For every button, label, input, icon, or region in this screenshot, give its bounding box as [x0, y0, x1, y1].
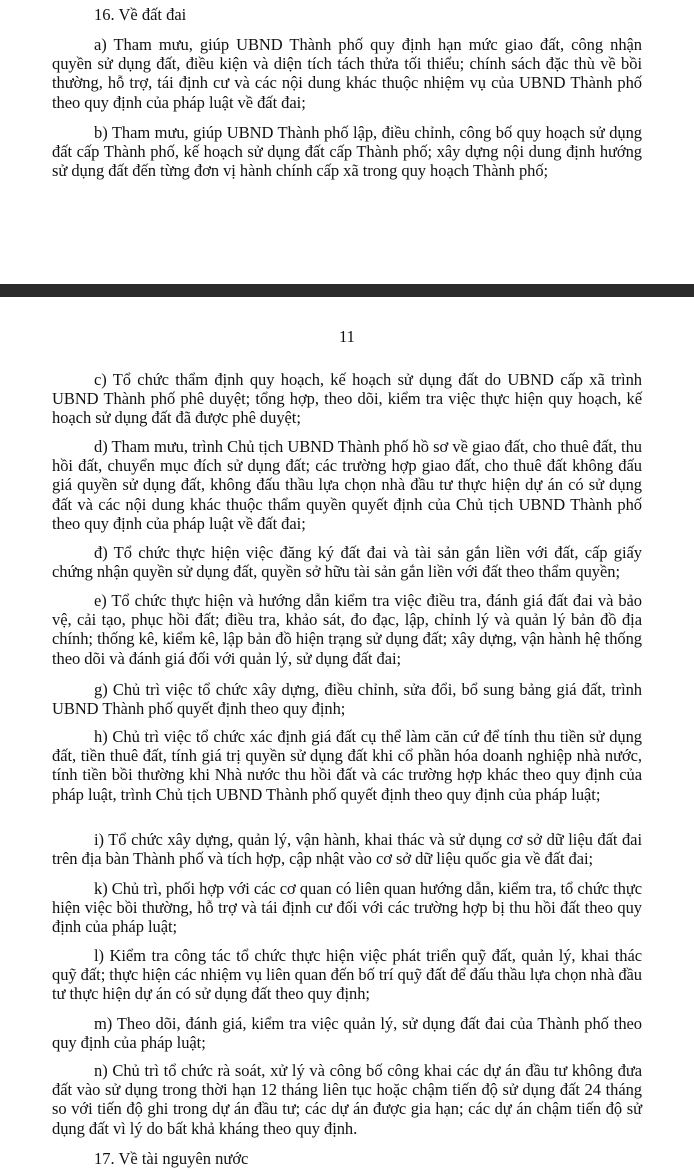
document-page-bottom — [0, 297, 694, 1174]
paragraph-16l: l) Kiểm tra công tác tổ chức thực hiện việc phát triển quỹ đất, quản lý, khai thác quỹ đất; thực hiện các nhiệm vụ liên quan đến bố trí quỹ đất để đấu thầu lựa chọn nhà đầu tư thực hiện dự án có sử dụng đất theo quy định; — [52, 946, 642, 1004]
paragraph-16g: g) Chủ trì việc tổ chức xây dựng, điều chỉnh, sửa đổi, bổ sung bảng giá đất, trình UBND Thành phố quyết định theo quy định; — [52, 680, 642, 719]
paragraph-16b: b) Tham mưu, giúp UBND Thành phố lập, điều chỉnh, công bố quy hoạch sử dụng đất cấp Thành phố, kế hoạch sử dụng đất cấp Thành phố; xây dựng nội dung định hướng sử dụng đất đến từng đơn vị hành chính cấp xã trong quy hoạch Thành phố; — [52, 123, 642, 181]
paragraph-16dd: đ) Tổ chức thực hiện việc đăng ký đất đai và tài sản gắn liền với đất, cấp giấy chứng nhận quyền sử dụng đất, quyền sở hữu tài sản gắn liền với đất theo thẩm quyền; — [52, 543, 642, 582]
paragraph-16d: d) Tham mưu, trình Chủ tịch UBND Thành phố hồ sơ về giao đất, cho thuê đất, thu hồi đất, chuyển mục đích sử dụng đất; các trường hợp giao đất, cho thuê đất không đấu giá quyền sử dụng đất, không đấu thầu lựa chọn nhà đầu tư thực hiện dự án có sử dụng đất và các nội dung khác thuộc thẩm quyền quyết định của Chủ tịch UBND Thành phố theo quy định của pháp luật về đất đai; — [52, 437, 642, 533]
paragraph-16n: n) Chủ trì tổ chức rà soát, xử lý và công bố công khai các dự án đầu tư không đưa đất vào sử dụng trong thời hạn 12 tháng liên tục hoặc chậm tiến độ sử dụng đất 24 tháng so với tiến độ ghi trong dự án đầu tư; các dự án được gia hạn; các dự án chậm tiến độ sử dụng đất vì lý do bất khả kháng theo quy định. — [52, 1061, 642, 1138]
page-separator — [0, 284, 694, 297]
paragraph-16a: a) Tham mưu, giúp UBND Thành phố quy định hạn mức giao đất, công nhận quyền sử dụng đất, điều kiện và diện tích tách thửa tối thiểu; chính sách đặc thù về bồi thường, hỗ trợ, tái định cư và các nội dung khác thuộc nhiệm vụ của UBND Thành phố theo quy định của pháp luật về đất đai; — [52, 35, 642, 112]
paragraph-16i: i) Tổ chức xây dựng, quản lý, vận hành, khai thác và sử dụng cơ sở dữ liệu đất đai trên địa bàn Thành phố và tích hợp, cập nhật vào cơ sở dữ liệu quốc gia về đất đai; — [52, 830, 642, 869]
paragraph-16m: m) Theo dõi, đánh giá, kiểm tra việc quản lý, sử dụng đất đai của Thành phố theo quy định của pháp luật; — [52, 1014, 642, 1053]
paragraph-16k: k) Chủ trì, phối hợp với các cơ quan có liên quan hướng dẫn, kiểm tra, tổ chức thực hiện việc bồi thường, hỗ trợ và tái định cư đối với các trường hợp bị thu hồi đất theo quy định của pháp luật; — [52, 879, 642, 937]
section-heading-16: 16. Về đất đai — [94, 5, 187, 24]
page-number: 11 — [339, 327, 355, 346]
paragraph-16c: c) Tổ chức thẩm định quy hoạch, kế hoạch sử dụng đất do UBND cấp xã trình UBND Thành phố phê duyệt; tổng hợp, theo dõi, kiểm tra việc thực hiện quy hoạch, kế hoạch sử dụng đất đã được phê duyệt; — [52, 370, 642, 428]
paragraph-16e: e) Tổ chức thực hiện và hướng dẫn kiểm tra việc điều tra, đánh giá đất đai và bảo vệ, cải tạo, phục hồi đất; điều tra, khảo sát, đo đạc, lập, chỉnh lý và quản lý bản đồ địa chính; thống kê, kiểm kê, lập bản đồ hiện trạng sử dụng đất; xây dựng, vận hành hệ thống theo dõi và đánh giá đối với quản lý, sử dụng đất đai; — [52, 591, 642, 668]
section-heading-17: 17. Về tài nguyên nước — [94, 1149, 249, 1168]
document-page-top — [0, 0, 694, 284]
paragraph-16h: h) Chủ trì việc tổ chức xác định giá đất cụ thể làm căn cứ để tính thu tiền sử dụng đất, tiền thuê đất, tính giá trị quyền sử dụng đất khi cổ phần hóa doanh nghiệp nhà nước, tính tiền bồi thường khi Nhà nước thu hồi đất và các trường hợp khác theo quy định của pháp luật, trình Chủ tịch UBND Thành phố quyết định theo quy định của pháp luật; — [52, 727, 642, 804]
